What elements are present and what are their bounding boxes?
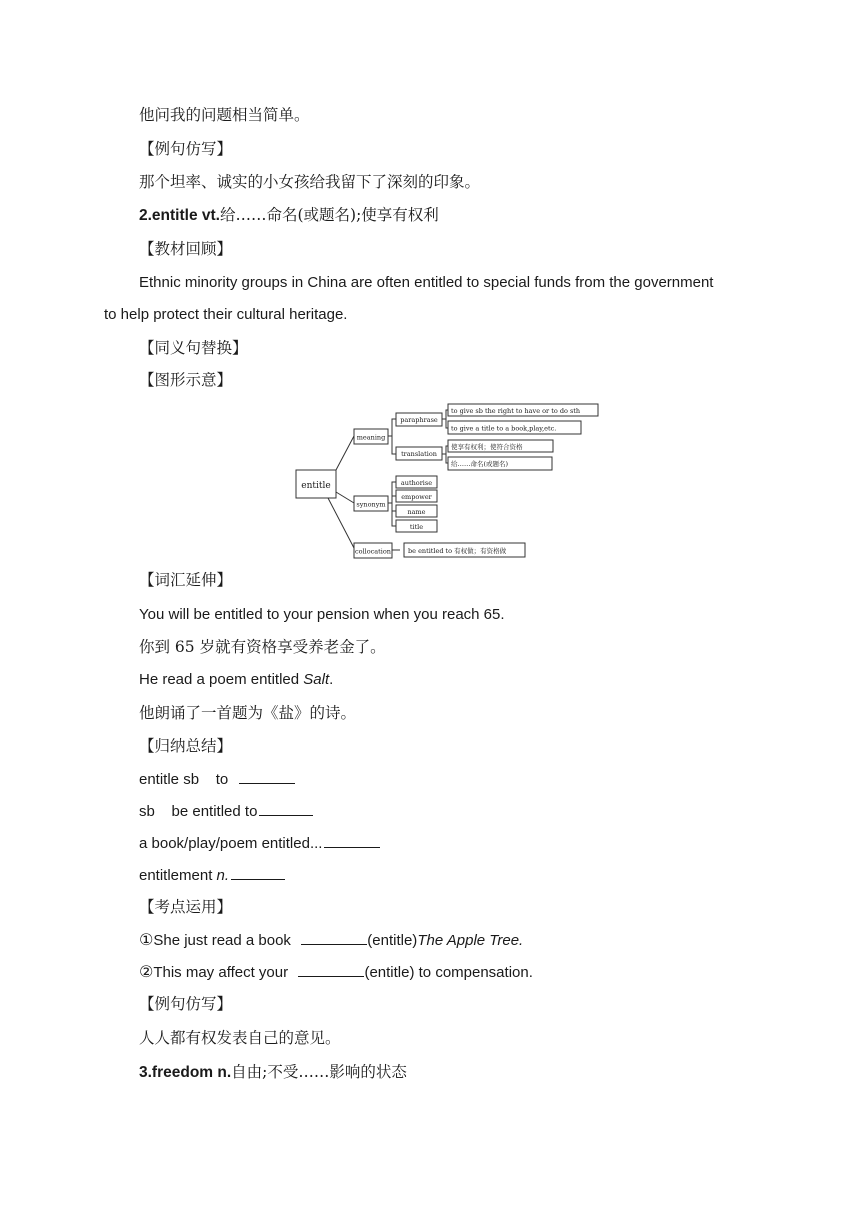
connector-line (336, 492, 354, 503)
text-line: 你到 65 岁就有资格享受养老金了。 (139, 638, 386, 656)
text-line: 他朗诵了一首题为《盐》的诗。 (139, 704, 357, 722)
entry-definition: 给……命名(或题名);使享有权利 (219, 206, 439, 224)
answer-blank[interactable] (259, 800, 313, 816)
paraphrase-text: to give a title to a book,play,etc. (451, 424, 557, 433)
italic-title: The Apple Tree. (417, 932, 524, 949)
exercise-item (139, 929, 523, 952)
answer-blank[interactable] (324, 832, 380, 848)
paraphrase-text: to give sb the right to have or to do sth (451, 407, 581, 415)
text-line: Ethnic minority groups in China are often entitled to special funds from the government (139, 274, 714, 291)
text-line: 他问我的问题相当简单。 (139, 106, 310, 124)
text-line: 那个坦率、诚实的小女孩给我留下了深刻的印象。 (139, 173, 481, 191)
entry-definition: 自由;不受……影响的状态 (231, 1063, 407, 1081)
translation-text: 给……命名(或题名) (451, 460, 509, 468)
collocation-text: be entitled to 有权做；有资格做 (408, 547, 507, 555)
section-heading: 【教材回顾】 (139, 240, 233, 258)
entry-word: 3.freedom n. (139, 1064, 232, 1081)
sentence-part: He read a poem entitled (139, 671, 304, 688)
section-heading: 【例句仿写】 (139, 140, 233, 158)
section-heading: 【图形示意】 (139, 371, 233, 389)
translation-text: 使享有权利；使符合资格 (451, 443, 523, 451)
summary-line (139, 864, 285, 887)
summary-line (139, 832, 380, 855)
summary-phrase: entitle sb to (139, 771, 237, 788)
exercise-item (139, 961, 533, 984)
answer-blank[interactable] (298, 961, 364, 977)
entry-heading (139, 1061, 407, 1084)
item-number: ① (139, 930, 154, 949)
answer-blank[interactable] (231, 864, 285, 880)
connector-line (336, 436, 354, 470)
section-heading: 【同义句替换】 (139, 339, 248, 357)
translation-label: translation (401, 450, 437, 458)
summary-line (139, 800, 313, 823)
entry-word: 2.entitle vt. (139, 207, 220, 224)
text-line: 人人都有权发表自己的意见。 (139, 1029, 341, 1047)
collocation-label: collocation (355, 547, 391, 556)
summary-line (139, 768, 295, 791)
answer-blank[interactable] (239, 768, 295, 784)
meaning-label: meaning (356, 433, 386, 442)
text-line (139, 669, 333, 691)
text-line: to help protect their cultural heritage. (104, 306, 348, 323)
synonym-text: title (409, 523, 424, 531)
exercise-text: She just read a book (153, 932, 300, 949)
synonym-text: name (407, 508, 426, 516)
root-label: entitle (301, 481, 331, 491)
part-of-speech: n. (216, 867, 230, 884)
entry-heading (139, 204, 439, 227)
synonym-label: synonym (356, 500, 386, 509)
section-heading: 【归纳总结】 (139, 737, 233, 755)
exercise-text: (entitle) to compensation. (364, 964, 533, 981)
connector-line (328, 498, 354, 548)
italic-title: Salt (303, 671, 330, 688)
section-heading: 【词汇延伸】 (139, 571, 233, 589)
exercise-text: This may affect your (153, 964, 297, 981)
section-heading: 【考点运用】 (139, 898, 233, 916)
entitle-diagram (292, 400, 602, 564)
section-heading: 【例句仿写】 (139, 995, 233, 1013)
answer-blank[interactable] (301, 929, 367, 945)
exercise-hint: (entitle) (367, 932, 418, 949)
synonym-text: empower (401, 493, 432, 501)
summary-phrase: a book/play/poem entitled... (139, 835, 323, 852)
connector-line (388, 482, 396, 526)
connector-line (442, 446, 448, 463)
paraphrase-label: paraphrase (400, 416, 438, 424)
connector-line (388, 419, 396, 454)
text-line: You will be entitled to your pension when you reach 65. (139, 606, 505, 623)
synonym-text: authorise (400, 479, 433, 487)
summary-phrase: entitlement (139, 867, 217, 884)
summary-phrase: sb be entitled to (139, 803, 258, 820)
connector-line (442, 410, 448, 428)
sentence-part: . (329, 671, 334, 688)
item-number: ② (139, 962, 154, 981)
